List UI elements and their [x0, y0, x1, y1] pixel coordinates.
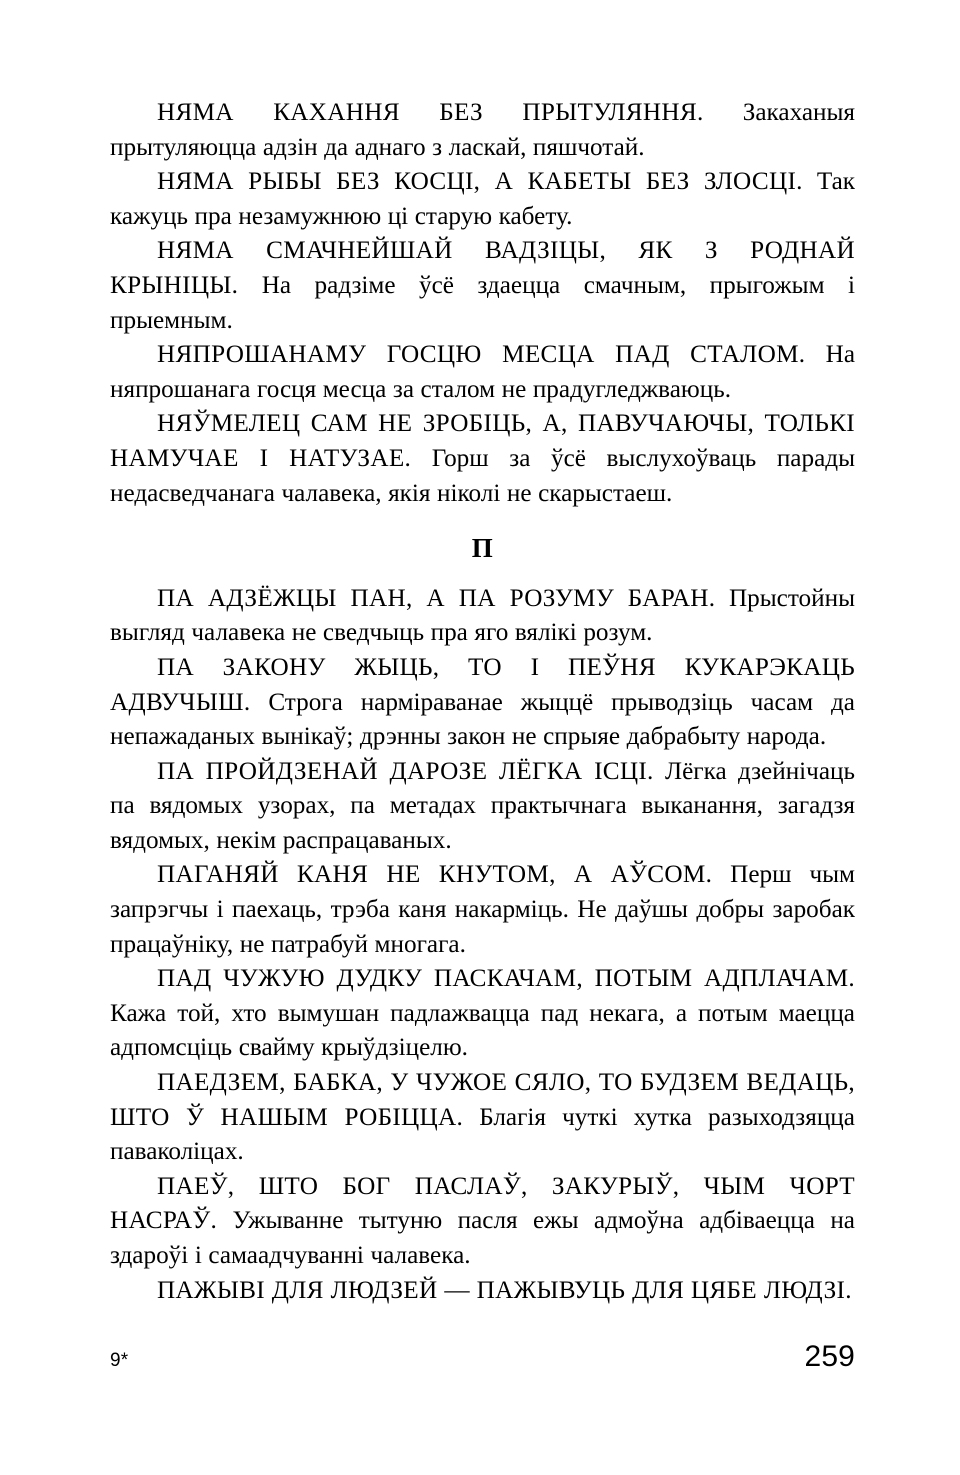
dictionary-entry: [110, 651, 855, 755]
entry-headword: ПАЕДЗЕМ, БАБКА, У ЧУЖОЕ СЯЛО, ТО БУДЗЕМ ВЕДАЦЬ, ШТО Ў НАШЫМ РОБІЦЦА.: [110, 1069, 855, 1131]
entry-gloss: Ужыванне тытуню пасля ежы адмоўна адбіваецца на здароўі і самаадчуванні чалавека.: [110, 1207, 855, 1269]
dictionary-entry: [110, 165, 855, 234]
entry-headword: НЯЎМЕЛЕЦ САМ НЕ ЗРОБІЦЬ, А, ПАВУЧАЮЧЫ, ТОЛЬКІ НАМУЧАЕ І НАТУЗАЕ.: [110, 410, 855, 472]
entry-gloss: Кажа той, хто вымушан падлажвацца пад некага, а потым маецца адпомсціць свайму крыўдзіцелю.: [110, 999, 855, 1062]
entry-headword: ПА ПРОЙДЗЕНАЙ ДАРОЗЕ ЛЁГКА ІСЦІ.: [157, 757, 654, 785]
section-letter-heading: П: [471, 533, 494, 564]
dictionary-entry: [110, 582, 855, 651]
dictionary-entry: [110, 407, 855, 511]
entry-gloss: Строга нарміраванае жыццё прыводзіць часам да непажаданых вынікаў; дрэнны закон не спрыяе дабрабыту народа.: [110, 688, 855, 751]
dictionary-entry: [110, 338, 855, 407]
dictionary-entry: [110, 96, 855, 165]
text-column: [110, 96, 855, 1308]
page-number: 259: [804, 1340, 855, 1373]
entry-headword: ПА АДЗЁЖЦЫ ПАН, А ПА РОЗУМУ БАРАН.: [157, 584, 716, 612]
entry-headword: НЯМА КАХАННЯ БЕЗ ПРЫТУЛЯННЯ.: [157, 99, 704, 126]
entry-gloss: Перш чым запрэгчы і паехаць, трэба каня накарміць. Не даўшы добры заробак працаўніку, не патрабуй многага.: [110, 861, 855, 958]
signature-mark: 9*: [110, 1350, 129, 1371]
entry-gloss: На няпрошанага госця месца за сталом не прадугледжваюць.: [110, 341, 855, 403]
entry-gloss: Закаханыя прытуляюцца адзін да аднаго з ласкай, пяшчотай.: [110, 99, 855, 161]
dictionary-entry: [110, 1274, 855, 1309]
dictionary-entry: [110, 962, 855, 1066]
page-footer: [110, 1340, 855, 1380]
entry-headword: НЯМА РЫБЫ БЕЗ КОСЦІ, А КАБЕТЫ БЕЗ ЗЛОСЦІ.: [157, 168, 803, 196]
entry-gloss: Так кажуць пра незамужнюю ці старую кабету.: [110, 168, 855, 230]
entry-headword: ПАЕЎ, ШТО БОГ ПАСЛАЎ, ЗАКУРЫЎ, ЧЫМ ЧОРТ НАСРАЎ.: [110, 1172, 855, 1235]
entry-gloss: Благія чуткі хутка разыходзяцца паваколіцах.: [110, 1103, 855, 1166]
entry-headword: ПАД ЧУЖУЮ ДУДКУ ПАСКАЧАМ, ПОТЫМ АДПЛАЧАМ.: [157, 965, 855, 993]
dictionary-entry: [110, 1170, 855, 1274]
entry-gloss: Горш за ўсё выслухоўваць парады недасведчанага чалавека, якія ніколі не скарыстаеш.: [110, 444, 855, 507]
dictionary-entry: [110, 755, 855, 859]
entry-headword: ПАГАНЯЙ КАНЯ НЕ КНУТОМ, А АЎСОМ.: [157, 861, 713, 889]
entry-gloss: На радзіме ўсё здаецца смачным, прыгожым і прыемным.: [110, 271, 855, 334]
dictionary-entry: [110, 234, 855, 338]
entry-headword: ПАЖЫВІ ДЛЯ ЛЮДЗЕЙ — ПАЖЫВУЦЬ ДЛЯ ЦЯБЕ ЛЮДЗІ.: [157, 1276, 852, 1304]
entry-headword: ПА ЗАКОНУ ЖЫЦЬ, ТО І ПЕЎНЯ КУКАРЭКАЦЬ АДВУЧЫШ.: [110, 653, 855, 716]
dictionary-entry: [110, 1066, 855, 1170]
entry-gloss: Лёгка дзейнічаць па вядомых узорах, па метадах практычнага выканання, загадзя вядомых, некім распрацаваных.: [110, 757, 855, 854]
entry-headword: НЯПРОШАНАМУ ГОСЦЮ МЕСЦА ПАД СТАЛОМ.: [157, 341, 806, 369]
entry-headword: НЯМА СМАЧНЕЙШАЙ ВАДЗІЦЫ, ЯК З РОДНАЙ КРЫНІЦЫ.: [110, 237, 855, 299]
dictionary-entry: [110, 858, 855, 962]
entry-gloss: Прыстойны выгляд чалавека не сведчыць пра яго вялікі розум.: [110, 584, 855, 647]
